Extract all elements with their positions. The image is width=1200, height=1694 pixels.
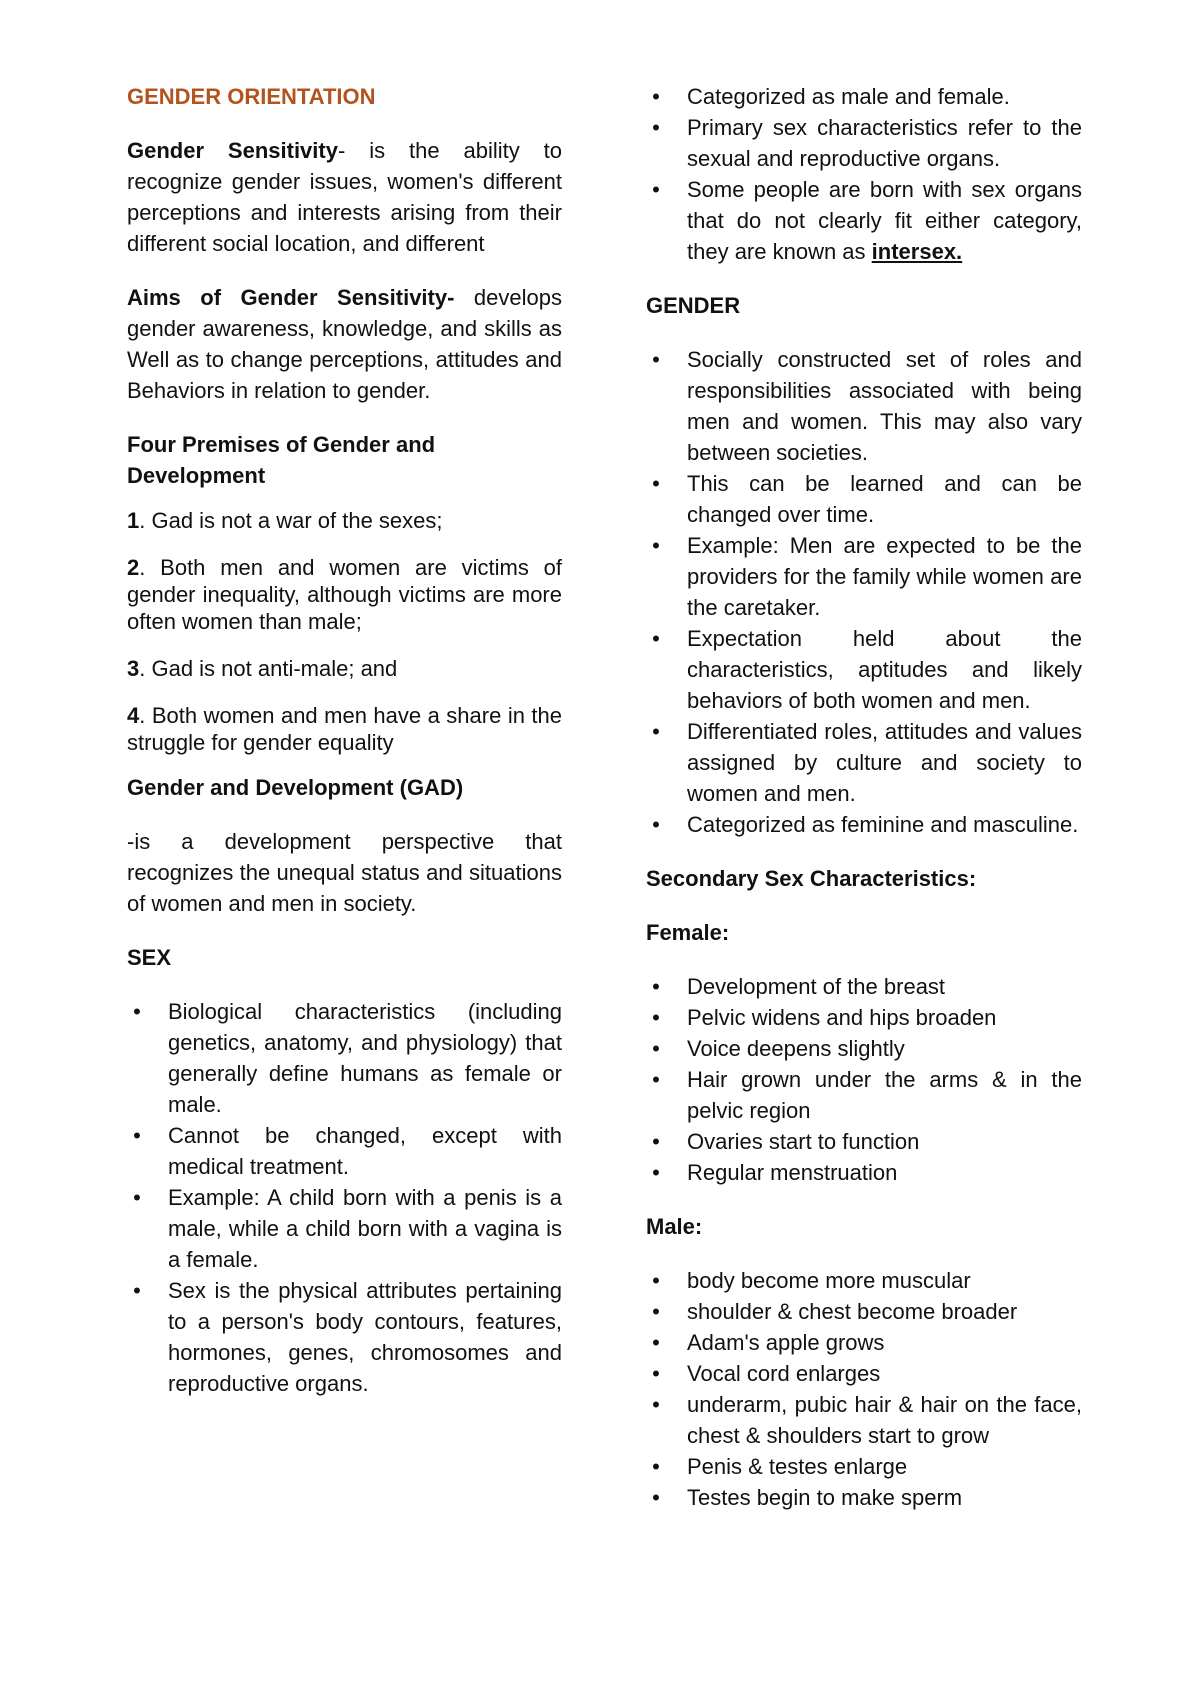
gender-list (646, 344, 1082, 840)
list-item (646, 1296, 1082, 1327)
bullet-icon: • (652, 1067, 660, 1092)
list-item-text: Biological characteristics (including genetics, anatomy, and physiology) that generally define humans as female or male. (168, 999, 562, 1117)
list-item-text: shoulder & chest become broader (687, 1299, 1018, 1324)
list-item-text: Hair grown under the arms & in the pelvic region (687, 1067, 1082, 1123)
list-item (646, 1033, 1082, 1064)
bullet-icon: • (133, 1185, 141, 1210)
list-item-text: Development of the breast (687, 974, 946, 999)
bullet-icon: • (652, 1392, 660, 1417)
aims-term: Aims of Gender Sensitivity- (127, 285, 455, 310)
bullet-icon: • (652, 1330, 660, 1355)
bullet-icon: • (652, 1129, 660, 1154)
list-item-text: Some people are born with sex organs that do not clearly fit either category, they are known as (687, 177, 1082, 264)
gender-sensitivity-definition: - is the ability to recognize gender issues, women's different perceptions and interests arising from their different social location, and different (127, 138, 562, 256)
list-item (646, 971, 1082, 1002)
gender-sensitivity-paragraph (127, 135, 562, 259)
premise-text: . Both women and men have a share in the struggle for gender equality (127, 703, 562, 755)
list-item (646, 1157, 1082, 1188)
list-item-text: Vocal cord enlarges (687, 1361, 881, 1386)
bullet-icon: • (652, 1268, 660, 1293)
list-item-text: Example: Men are expected to be the providers for the family while women are the caretaker. (687, 533, 1082, 620)
list-item-text: Sex is the physical attributes pertaining to a person's body contours, features, hormones, genes, chromosomes and reproductive organs. (168, 1278, 562, 1396)
aims-definition: develops gender awareness, knowledge, and skills as Well as to change perceptions, attitudes and Behaviors in relation to gender. (127, 285, 562, 403)
right-column (646, 81, 1082, 1536)
list-item (646, 174, 1082, 267)
list-item-text: Categorized as feminine and masculine. (687, 812, 1079, 837)
premise-number: 2 (127, 555, 140, 580)
premise-number: 4 (127, 703, 140, 728)
bullet-icon: • (133, 999, 141, 1024)
bullet-icon: • (652, 719, 660, 744)
list-item-text: Testes begin to make sperm (687, 1485, 963, 1510)
bullet-icon: • (652, 626, 660, 651)
bullet-icon: • (652, 1361, 660, 1386)
bullet-icon: • (652, 974, 660, 999)
list-item-text: Socially constructed set of roles and responsibilities associated with being men and women. This may also vary between societies. (687, 347, 1082, 465)
list-item-text: Pelvic widens and hips broaden (687, 1005, 997, 1030)
list-item-text: This can be learned and can be changed over time. (687, 471, 1082, 527)
list-item-text: Penis & testes enlarge (687, 1454, 908, 1479)
male-heading: Male: (646, 1214, 703, 1239)
premise-item (127, 702, 562, 756)
premise-text: . Both men and women are victims of gender inequality, although victims are more often women than male; (127, 555, 562, 634)
list-item (646, 81, 1082, 112)
premises-heading (127, 429, 562, 491)
list-item-text: body become more muscular (687, 1268, 971, 1293)
bullet-icon: • (652, 1485, 660, 1510)
gender-sensitivity-term: Gender Sensitivity (127, 138, 338, 163)
list-item-text: Cannot be changed, except with medical treatment. (168, 1123, 562, 1179)
list-item (646, 1482, 1082, 1513)
sex-list (127, 996, 562, 1399)
premise-item (127, 655, 562, 682)
list-item (646, 112, 1082, 174)
bullet-icon: • (652, 115, 660, 140)
bullet-icon: • (652, 471, 660, 496)
list-item (646, 1358, 1082, 1389)
gender-heading: GENDER (646, 293, 741, 318)
list-item (646, 623, 1082, 716)
list-item (646, 1126, 1082, 1157)
male-list (646, 1265, 1082, 1513)
list-item-text: Regular menstruation (687, 1160, 898, 1185)
intersex-term: intersex. (871, 239, 963, 264)
list-item (646, 809, 1082, 840)
list-item (127, 1120, 562, 1182)
list-item (646, 1389, 1082, 1451)
bullet-icon: • (652, 177, 660, 202)
list-item (127, 1275, 562, 1399)
bullet-icon: • (652, 1036, 660, 1061)
list-item-text: Expectation held about the characteristics, aptitudes and likely behaviors of both women and men. (687, 626, 1082, 713)
list-item-text: Categorized as male and female. (687, 84, 1010, 109)
premise-number: 1 (127, 508, 140, 533)
premise-item (127, 554, 562, 635)
list-item (646, 1064, 1082, 1126)
bullet-icon: • (133, 1123, 141, 1148)
premise-item (127, 507, 562, 534)
list-item (646, 344, 1082, 468)
list-item (646, 716, 1082, 809)
premises-list (127, 507, 562, 756)
bullet-icon: • (652, 1005, 660, 1030)
list-item-text: Ovaries start to function (687, 1129, 920, 1154)
list-item (127, 1182, 562, 1275)
list-item (646, 530, 1082, 623)
list-item (127, 996, 562, 1120)
premises-heading-line2: Development (127, 463, 266, 488)
list-item-text: Voice deepens slightly (687, 1036, 905, 1061)
list-item (646, 1002, 1082, 1033)
list-item (646, 1265, 1082, 1296)
bullet-icon: • (652, 84, 660, 109)
female-list (646, 971, 1082, 1188)
premises-heading-line1: Four Premises of Gender and (127, 432, 436, 457)
list-item-text: Differentiated roles, attitudes and values assigned by culture and society to women and men. (687, 719, 1082, 806)
gad-definition: -is a development perspective that recognizes the unequal status and situations of women and men in society. (127, 829, 562, 916)
list-item (646, 1327, 1082, 1358)
bullet-icon: • (652, 533, 660, 558)
bullet-icon: • (652, 812, 660, 837)
secondary-characteristics-heading: Secondary Sex Characteristics: (646, 866, 977, 891)
list-item (646, 468, 1082, 530)
bullet-icon: • (652, 1454, 660, 1479)
list-item (646, 1451, 1082, 1482)
left-column (127, 81, 562, 1422)
bullet-icon: • (133, 1278, 141, 1303)
bullet-icon: • (652, 347, 660, 372)
list-item-text: Example: A child born with a penis is a male, while a child born with a vagina is a female. (168, 1185, 562, 1272)
premise-number: 3 (127, 656, 140, 681)
gad-heading: Gender and Development (GAD) (127, 775, 464, 800)
document-title: GENDER ORIENTATION (127, 84, 376, 109)
list-item-text: underarm, pubic hair & hair on the face, chest & shoulders start to grow (687, 1392, 1082, 1448)
premise-text: . Gad is not a war of the sexes; (139, 508, 443, 533)
list-item-text: Primary sex characteristics refer to the sexual and reproductive organs. (687, 115, 1082, 171)
bullet-icon: • (652, 1160, 660, 1185)
sex-heading: SEX (127, 945, 172, 970)
sex-continued-list (646, 81, 1082, 267)
bullet-icon: • (652, 1299, 660, 1324)
list-item-text: Adam's apple grows (687, 1330, 885, 1355)
female-heading: Female: (646, 920, 730, 945)
premise-text: . Gad is not anti-male; and (139, 656, 398, 681)
aims-paragraph (127, 282, 562, 406)
